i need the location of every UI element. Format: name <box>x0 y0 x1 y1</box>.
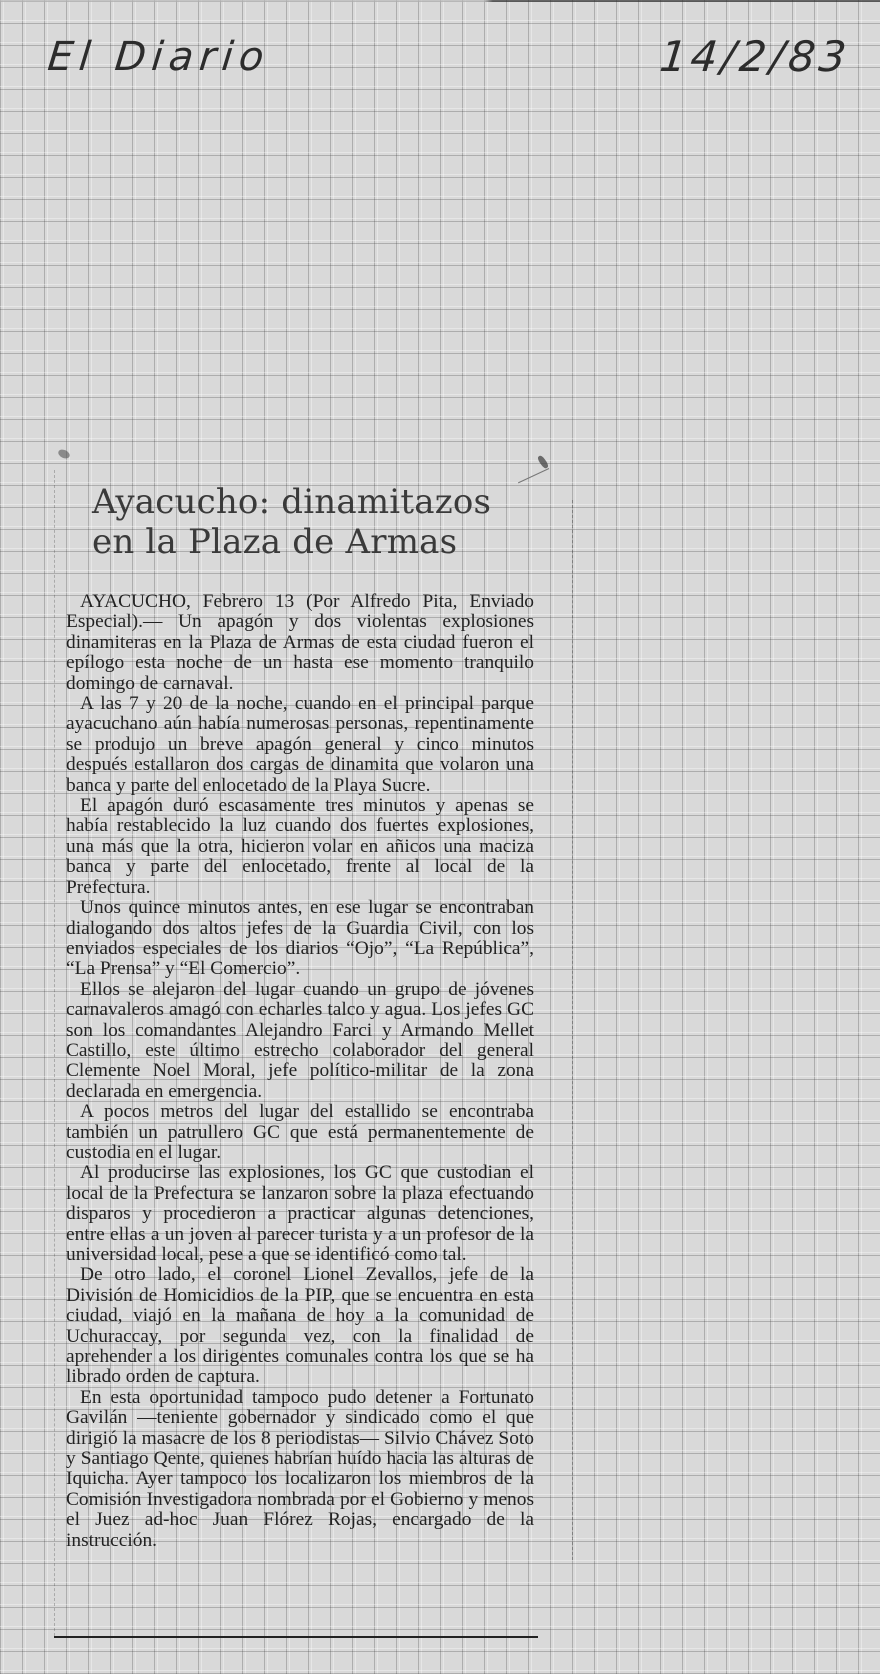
clipping-right-edge <box>572 500 574 1560</box>
headline-line-2: en la Plaza de Armas <box>92 522 458 562</box>
article-paragraph: A pocos metros del lugar del estallido se encontraba también un patrullero GC que está permanentemente de custodia en el lugar. <box>66 1101 534 1163</box>
article-paragraph: De otro lado, el coronel Lionel Zevallos, jefe de la División de Homicidios de la PIP, que se encuentra en esta ciudad, viajó en la mañana de hoy a la comunidad de Uchuraccay, por segunda vez, con la finalidad de aprehender a los dirigentes comunales contra los que se ha librado orden de captura. <box>66 1264 534 1388</box>
clipping-left-edge <box>54 470 56 1636</box>
article-paragraph: El apagón duró escasamente tres minutos y apenas se había restablecido la luz cuando dos fuertes explosiones, una más que la otra, hicieron volar en añicos una maciza banca y parte del enlocetado, frente al local de la Prefectura. <box>66 795 534 898</box>
clipping-bottom-rule <box>54 1636 538 1638</box>
article-headline <box>92 482 572 562</box>
scan-top-edge <box>0 0 880 2</box>
handwritten-source-note: El Diario <box>45 34 272 80</box>
article-paragraph: En esta oportunidad tampoco pudo detener a Fortunato Gavilán —teniente gobernador y sindicado como el que dirigió la masacre de los 8 periodistas— Silvio Chávez Soto y Santiago Qente, quienes habrían huído hacia las alturas de Iquicha. Ayer tampoco los localizaron los miembros de la Comisión Investigadora nombrada por el Gobierno y menos el Juez ad-hoc Juan Flórez Rojas, encargado de la instrucción. <box>66 1386 534 1551</box>
article-paragraph: AYACUCHO, Febrero 13 (Por Alfredo Pita, Enviado Especial).— Un apagón y dos violentas explosiones dinamiteras en la Plaza de Armas de esta ciudad fueron el epílogo esta noche de un hasta ese momento tranquilo domingo de carnaval. <box>66 591 534 694</box>
article-paragraph: A las 7 y 20 de la noche, cuando en el principal parque ayacuchano aún había numerosas personas, repentinamente se produjo un breve apagón general y cinco minutos después estallaron dos cargas de dinamita que volaron una banca y parte del enlocetado de la Playa Sucre. <box>66 693 534 796</box>
ink-smudge <box>57 448 71 460</box>
headline-line-1: Ayacucho: dinamitazos <box>92 482 492 522</box>
handwritten-date-note: 14/2/83 <box>657 32 853 81</box>
pen-mark <box>537 455 550 470</box>
article-paragraph: Unos quince minutos antes, en ese lugar se encontraban dialogando dos altos jefes de la Guardia Civil, con los enviados especiales de los diarios “Ojo”, “La República”, “La Prensa” y “El Comercio”. <box>66 897 534 980</box>
article-paragraph: Ellos se alejaron del lugar cuando un grupo de jóvenes carnavaleros amagó con echarles talco y agua. Los jefes GC son los comandantes Alejandro Farci y Armando Mellet Castillo, este último estrecho colaborador del general Clemente Noel Moral, jefe político-militar de la zona declarada en emergencia. <box>66 978 534 1102</box>
article-body <box>66 592 534 1551</box>
newspaper-clipping <box>50 470 590 1638</box>
article-paragraph: Al producirse las explosiones, los GC que custodian el local de la Prefectura se lanzaron sobre la plaza efectuando disparos y procedieron a practicar algunas detenciones, entre ellas a un joven al parecer turista y a un profesor de la universidad local, pese a que se identificó como tal. <box>66 1162 534 1265</box>
